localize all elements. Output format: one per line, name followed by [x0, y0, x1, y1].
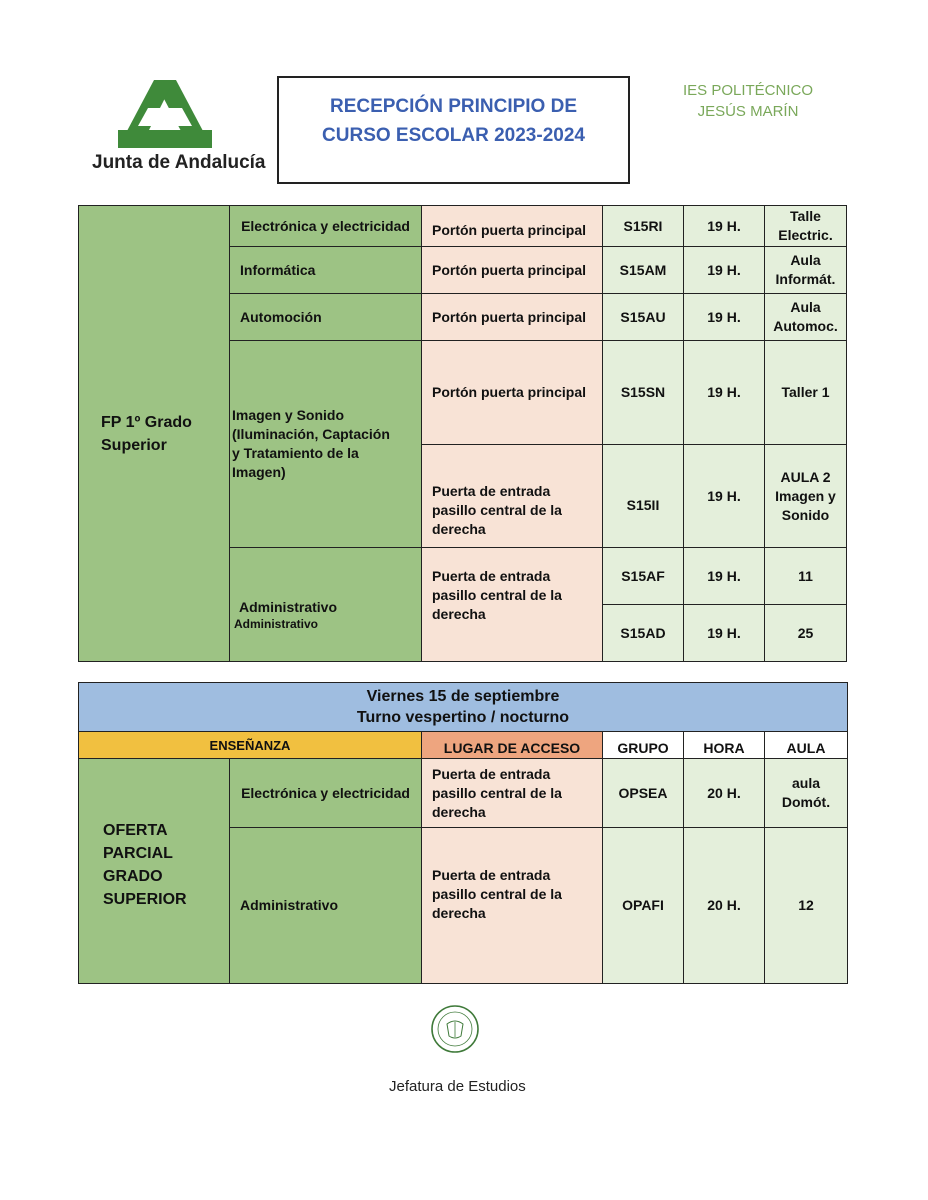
lugar-cell — [421, 246, 603, 294]
category-cell — [78, 758, 230, 984]
grupo-label: S15AM — [619, 261, 667, 278]
hora-label: 19 H. — [707, 624, 741, 641]
aula-cell — [764, 604, 847, 662]
hora-cell — [683, 246, 765, 294]
lugar-cell — [421, 547, 603, 662]
lugar-cell — [421, 827, 603, 984]
ensenanza-cell — [229, 246, 422, 294]
lugar-cell — [421, 444, 603, 548]
grupo-label: OPAFI — [622, 897, 664, 913]
aula-cell — [764, 827, 848, 984]
lugar-cell — [421, 340, 603, 445]
hora-cell — [683, 604, 765, 662]
page-title — [279, 92, 628, 150]
aula-label: Aula Informát. — [775, 252, 836, 287]
ensenanza-label: Administrativo — [239, 598, 338, 615]
grupo-cell — [602, 444, 684, 548]
hora-label: 19 H. — [707, 308, 741, 325]
lugar-label: Puerta de entrada pasillo central de la derecha — [432, 482, 562, 537]
hora-cell — [683, 205, 765, 247]
school-seal-icon — [430, 1004, 480, 1054]
ensenanza-label: Administrativo — [240, 897, 339, 913]
grupo-cell — [602, 340, 684, 445]
ensenanza-label: Informática — [240, 261, 316, 278]
hora-label: 20 H. — [707, 897, 741, 913]
grupo-label: S15AU — [620, 308, 666, 325]
day-header-line-2: Turno vespertino / nocturno — [356, 709, 570, 726]
lugar-cell — [421, 293, 603, 341]
title-line-2: CURSO ESCOLAR 2023-2024 — [322, 125, 585, 146]
title-line-1: RECEPCIÓN PRINCIPIO DE — [329, 96, 578, 117]
aula-cell — [764, 293, 847, 341]
header-grupo — [602, 731, 684, 759]
hora-cell — [683, 444, 765, 548]
ensenanza-cell — [229, 205, 422, 247]
grupo-cell — [602, 827, 684, 984]
hora-cell — [683, 340, 765, 445]
lugar-label: Portón puerta principal — [432, 221, 587, 238]
hora-label: 20 H. — [707, 784, 741, 801]
header-aula — [764, 731, 848, 759]
ensenanza-sublabel: Administrativo — [234, 616, 319, 631]
logo-text: Junta de Andalucía — [92, 152, 266, 173]
aula-label: 12 — [798, 897, 814, 913]
hora-label: 19 H. — [707, 261, 741, 278]
header-aula-label: AULA — [786, 739, 826, 756]
ensenanza-cell — [229, 547, 422, 662]
aula-label: Taller 1 — [781, 384, 830, 400]
aula-cell — [764, 205, 847, 247]
day-header — [78, 682, 848, 732]
grupo-label: S15SN — [620, 384, 666, 400]
grupo-cell — [602, 205, 684, 247]
lugar-label: Portón puerta principal — [432, 261, 587, 278]
category-label: FP 1º Grado Superior — [101, 413, 192, 454]
hora-cell — [683, 293, 765, 341]
grupo-cell — [602, 604, 684, 662]
hora-cell — [683, 547, 765, 605]
header-hora — [683, 731, 765, 759]
lugar-cell — [421, 205, 603, 247]
grupo-label: S15AF — [621, 567, 665, 584]
hora-cell — [683, 827, 765, 984]
category-label: OFERTA PARCIAL GRADO SUPERIOR — [103, 822, 187, 908]
ensenanza-label: Imagen y Sonido (Iluminación, Captación y Tratamiento de la Imagen) — [232, 407, 390, 480]
ensenanza-cell — [229, 827, 422, 984]
aula-cell — [764, 340, 847, 445]
hora-label: 19 H. — [707, 217, 741, 234]
aula-label: 11 — [798, 567, 813, 584]
lugar-label: Portón puerta principal — [432, 384, 587, 400]
aula-cell — [764, 758, 848, 828]
ensenanza-cell — [229, 293, 422, 341]
aula-label: Talle Electric. — [778, 208, 833, 243]
header-hora-label: HORA — [703, 739, 745, 756]
grupo-cell — [602, 547, 684, 605]
grupo-cell — [602, 246, 684, 294]
lugar-label: Puerta de entrada pasillo central de la derecha — [432, 765, 562, 820]
aula-label: 25 — [797, 624, 814, 641]
hora-label: 19 H. — [707, 487, 741, 504]
ensenanza-label: Electrónica y electricidad — [241, 217, 410, 234]
grupo-label: OPSEA — [618, 784, 668, 801]
hora-label: 19 H. — [707, 567, 741, 584]
hora-label: 19 H. — [707, 384, 741, 400]
lugar-label: Puerta de entrada pasillo central de la derecha — [432, 867, 562, 921]
footer-text: Jefatura de Estudios — [389, 1078, 526, 1095]
day-header-line-1: Viernes 15 de septiembre — [366, 688, 560, 705]
lugar-label: Puerta de entrada pasillo central de la derecha — [432, 568, 562, 622]
grupo-label: S15RI — [623, 217, 663, 234]
grupo-cell — [602, 293, 684, 341]
grupo-cell — [602, 758, 684, 828]
school-line-2: JESÚS MARÍN — [697, 103, 799, 120]
header-lugar — [421, 731, 603, 759]
aula-label: AULA 2 Imagen y Sonido — [775, 468, 836, 523]
ensenanza-cell — [229, 340, 422, 548]
school-line-1: IES POLITÉCNICO — [682, 82, 814, 99]
title-box — [277, 76, 630, 184]
header-grupo-label: GRUPO — [617, 739, 669, 756]
ensenanza-cell — [229, 758, 422, 828]
hora-cell — [683, 758, 765, 828]
aula-cell — [764, 444, 847, 548]
aula-label: aula Domót. — [781, 775, 831, 810]
category-cell — [78, 205, 230, 662]
school-name — [668, 80, 828, 122]
lugar-label: Portón puerta principal — [432, 308, 587, 325]
header-ensenanza-label: ENSEÑANZA — [209, 737, 291, 753]
header-lugar-label: LUGAR DE ACCESO — [443, 739, 581, 756]
aula-cell — [764, 246, 847, 294]
ensenanza-label: Automoción — [240, 308, 322, 325]
header-ensenanza — [78, 731, 422, 759]
grupo-label: S15AD — [620, 624, 666, 641]
aula-label: Aula Automoc. — [773, 299, 838, 334]
ensenanza-label: Electrónica y electricidad — [241, 784, 410, 801]
lugar-cell — [421, 758, 603, 828]
grupo-label: S15II — [626, 496, 660, 513]
aula-cell — [764, 547, 847, 605]
